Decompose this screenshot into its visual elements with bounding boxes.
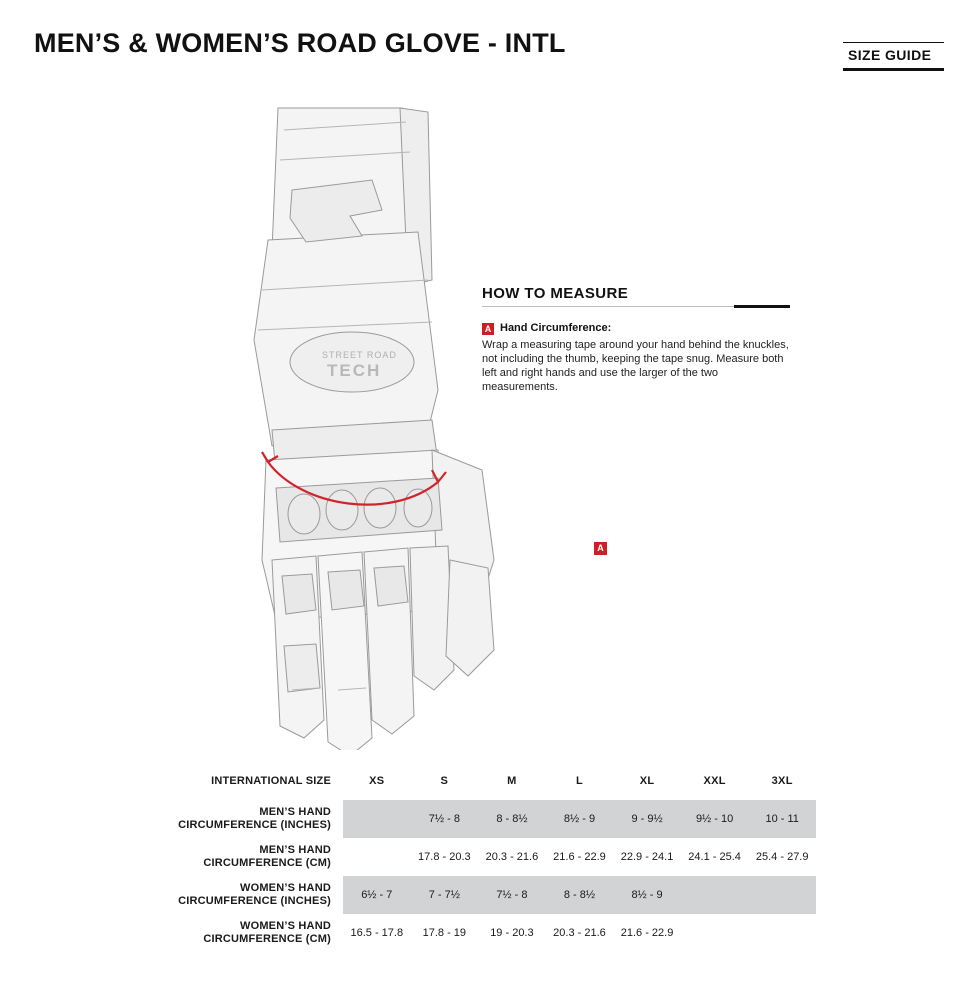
measure-item-label: Hand Circumference:	[500, 322, 612, 334]
row-label-line2: CIRCUMFERENCE (INCHES)	[178, 819, 331, 831]
size-column-header: L	[575, 775, 583, 787]
table-cell: 7½ - 8	[411, 800, 479, 838]
international-size-label: INTERNATIONAL SIZE	[211, 774, 331, 787]
size-table-container	[156, 762, 816, 952]
glove-drawing	[232, 90, 532, 750]
table-cell: 22.9 - 24.1	[620, 851, 674, 863]
row-label-line2: CIRCUMFERENCE (INCHES)	[178, 895, 331, 907]
table-cell: 9 - 9½	[613, 800, 681, 838]
table-cell: 8 - 8½	[546, 876, 614, 914]
table-row	[156, 838, 816, 876]
header-divider-top	[843, 42, 944, 43]
header-divider-bottom	[843, 68, 944, 71]
table-cell	[748, 914, 816, 952]
row-label-line1: MEN’S HAND	[259, 806, 331, 818]
table-cell: 7½ - 8	[478, 876, 546, 914]
table-cell: 6½ - 7	[343, 876, 411, 914]
table-cell	[343, 800, 411, 838]
row-label-line1: WOMEN’S HAND	[239, 882, 331, 894]
table-row	[156, 800, 816, 838]
row-label	[156, 876, 343, 914]
size-column-header: XL	[639, 775, 655, 787]
table-cell: 17.8 - 20.3	[418, 851, 471, 863]
how-to-measure-title: HOW TO MEASURE	[482, 285, 629, 302]
size-table	[156, 762, 816, 952]
row-label	[156, 838, 343, 876]
table-cell	[343, 838, 411, 876]
callout-a-badge: A	[594, 542, 607, 555]
table-cell: 17.8 - 19	[422, 927, 467, 939]
table-cell: 16.5 - 17.8	[350, 927, 404, 939]
measure-badge-a: A	[482, 323, 494, 335]
size-column-header: XS	[369, 775, 385, 787]
table-row	[156, 876, 816, 914]
table-row	[156, 914, 816, 952]
size-guide-label: SIZE GUIDE	[848, 47, 932, 63]
row-label-line1: MEN’S HAND	[259, 844, 331, 856]
size-column-header: S	[440, 775, 449, 787]
size-column-header: XXL	[703, 775, 726, 787]
table-cell: 19 - 20.3	[490, 927, 534, 939]
table-cell: 9½ - 10	[681, 800, 749, 838]
measure-item-body: Wrap a measuring tape around your hand behind the knuckles, not including the thumb, keeping the tape snug. Measure both left and right hands and use the larger of the two measurements.	[482, 339, 789, 393]
how-to-measure-divider	[482, 306, 790, 307]
size-column-header: M	[507, 775, 517, 787]
table-cell: 25.4 - 27.9	[755, 851, 809, 863]
row-label-line2: CIRCUMFERENCE (CM)	[203, 857, 331, 869]
table-cell: 8½ - 9	[546, 800, 614, 838]
table-cell: 24.1 - 25.4	[688, 851, 741, 863]
row-label-line1: WOMEN’S HAND	[239, 920, 331, 932]
table-header-row	[156, 762, 816, 800]
row-label	[156, 800, 343, 838]
table-cell: 10 - 11	[748, 800, 816, 838]
table-cell: 7 - 7½	[411, 876, 479, 914]
table-cell: 20.3 - 21.6	[553, 927, 606, 939]
table-cell: 21.6 - 22.9	[553, 851, 606, 863]
row-label	[156, 914, 343, 952]
table-cell	[681, 876, 749, 914]
svg-text:STREET ROAD: STREET ROAD	[322, 350, 397, 360]
table-cell: 8 - 8½	[478, 800, 546, 838]
page-header	[0, 0, 979, 78]
table-cell	[681, 914, 749, 952]
table-cell: 20.3 - 21.6	[485, 851, 539, 863]
how-to-measure-item	[482, 322, 792, 335]
table-cell	[748, 876, 816, 914]
table-cell: 8½ - 9	[613, 876, 681, 914]
how-to-measure-section	[482, 285, 792, 394]
size-column-header: 3XL	[771, 775, 793, 787]
row-label-line2: CIRCUMFERENCE (CM)	[203, 933, 331, 945]
svg-text:TECH: TECH	[327, 361, 382, 380]
page-title: MEN’S & WOMEN’S ROAD GLOVE - INTL	[34, 28, 566, 58]
table-cell: 21.6 - 22.9	[620, 927, 674, 939]
